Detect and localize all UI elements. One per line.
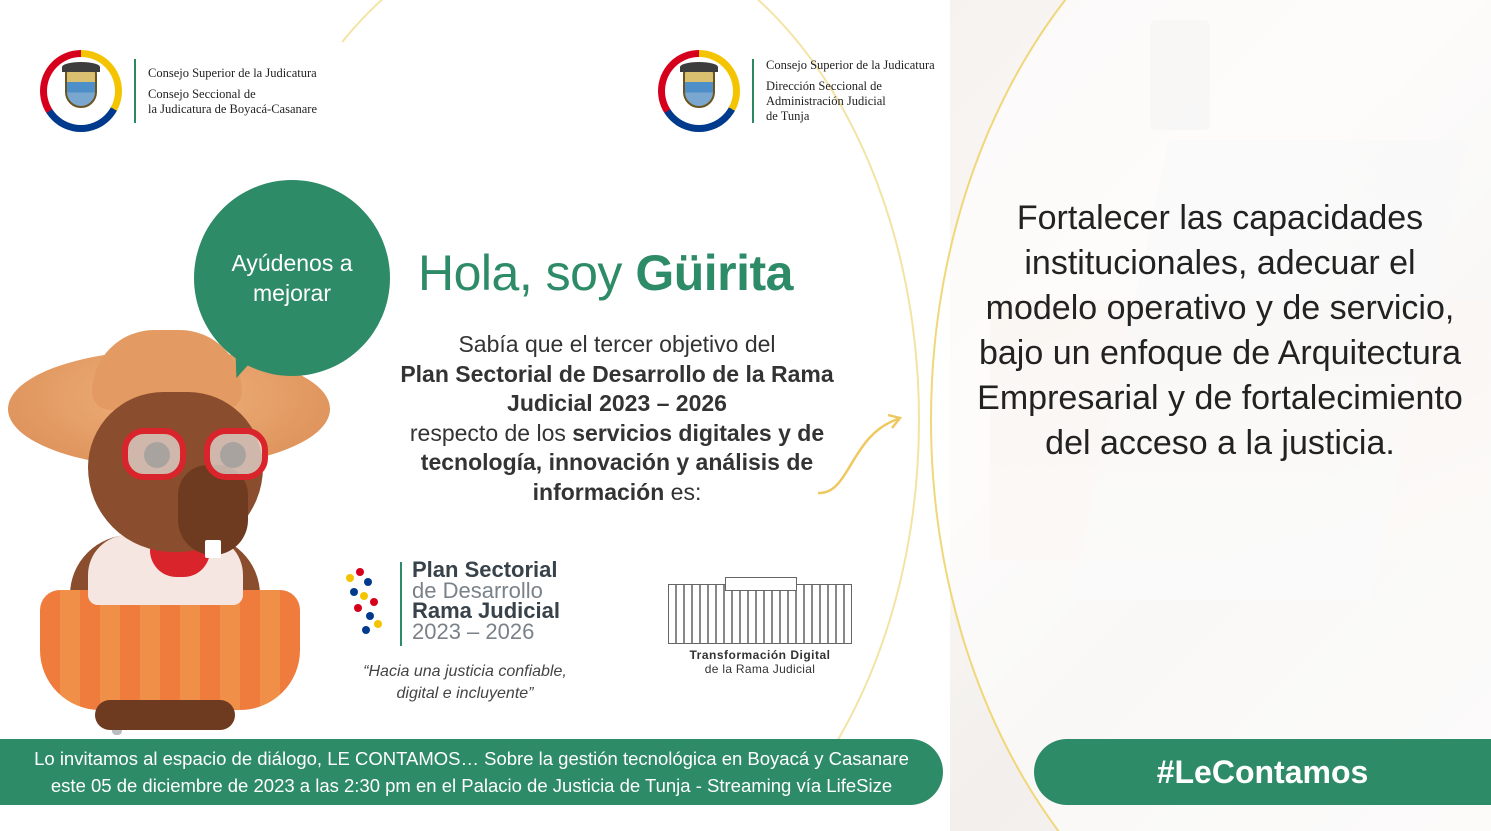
td-logo-line: de la Rama Judicial — [704, 662, 816, 676]
td-logo-line: Transformación Digital — [689, 648, 831, 662]
headline-prefix: Hola, soy — [418, 245, 636, 301]
logo-line: Dirección Seccional de — [766, 79, 882, 93]
plan-logo-line: Rama Judicial — [412, 598, 560, 623]
plan-logo-line: 2023 – 2026 — [412, 618, 535, 644]
logo-line: Administración Judicial — [766, 94, 886, 108]
invitation-line: este 05 de diciembre de 2023 a las 2:30 pm en el Palacio de Justicia de Tunja - Streaming vía LifeSize — [50, 775, 893, 796]
colombia-map-icon — [338, 560, 388, 640]
lead-text: es: — [664, 478, 702, 505]
logo-line: Consejo Superior de la Judicatura — [766, 58, 935, 72]
logo-text — [766, 58, 935, 124]
logo-line: Consejo Seccional de — [148, 86, 256, 101]
lead-text: Sabía que el tercer objetivo del — [458, 331, 776, 357]
palace-building-icon — [668, 584, 852, 644]
invitation-line: Lo invitamos al espacio de diálogo, LE CONTAMOS… Sobre la gestión tecnológica en Boyacá y Casanare — [34, 748, 909, 769]
plan-logo-line: Plan Sectorial — [412, 557, 558, 582]
plan-logo-divider — [400, 562, 402, 646]
curved-arrow-icon — [810, 405, 910, 505]
speech-bubble — [194, 180, 390, 376]
plan-logo-line: de Desarrollo — [412, 577, 543, 603]
logo-direccion-seccional — [658, 50, 935, 132]
lead-paragraph — [370, 330, 864, 507]
objective-statement: Fortalecer las capacidades institucionales, adecuar el modelo operativo y de servicio, bajo un enfoque de Arquitectura Empresarial y de fortalecimiento del acceso a la justicia. — [977, 199, 1463, 462]
logo-divider — [134, 59, 136, 123]
lead-text: respecto de los — [409, 419, 573, 446]
logo-line: Consejo Superior de la Judicatura — [148, 65, 317, 80]
colombia-seal-icon — [40, 50, 122, 132]
plan-sectorial-logo — [338, 557, 560, 646]
logo-text — [148, 66, 317, 117]
lead-topic: servicios digitales y de tecnología, innovación y análisis de información — [420, 419, 825, 505]
logo-consejo-seccional — [40, 50, 317, 132]
speech-bubble-text: Ayúdenos a mejorar — [231, 250, 353, 306]
logo-line: la Judicatura de Boyacá-Casanare — [148, 101, 318, 116]
invitation-banner — [0, 739, 943, 805]
colombia-seal-icon — [658, 50, 740, 132]
logo-divider — [752, 59, 754, 123]
logo-line: de Tunja — [766, 109, 810, 123]
headline-name: Güirita — [635, 245, 793, 301]
plan-logo-text — [412, 557, 560, 644]
hashtag-badge: #LeContamos — [1034, 739, 1491, 805]
transformacion-digital-logo — [667, 584, 853, 676]
plan-quote-line: “Hacia una justicia confiable, — [363, 663, 567, 680]
plan-quote-line: digital e incluyente” — [396, 685, 534, 702]
headline — [418, 244, 793, 302]
plan-quote — [330, 661, 600, 705]
lead-plan-name: Plan Sectorial de Desarrollo de la Rama Judicial 2023 – 2026 — [400, 360, 834, 416]
